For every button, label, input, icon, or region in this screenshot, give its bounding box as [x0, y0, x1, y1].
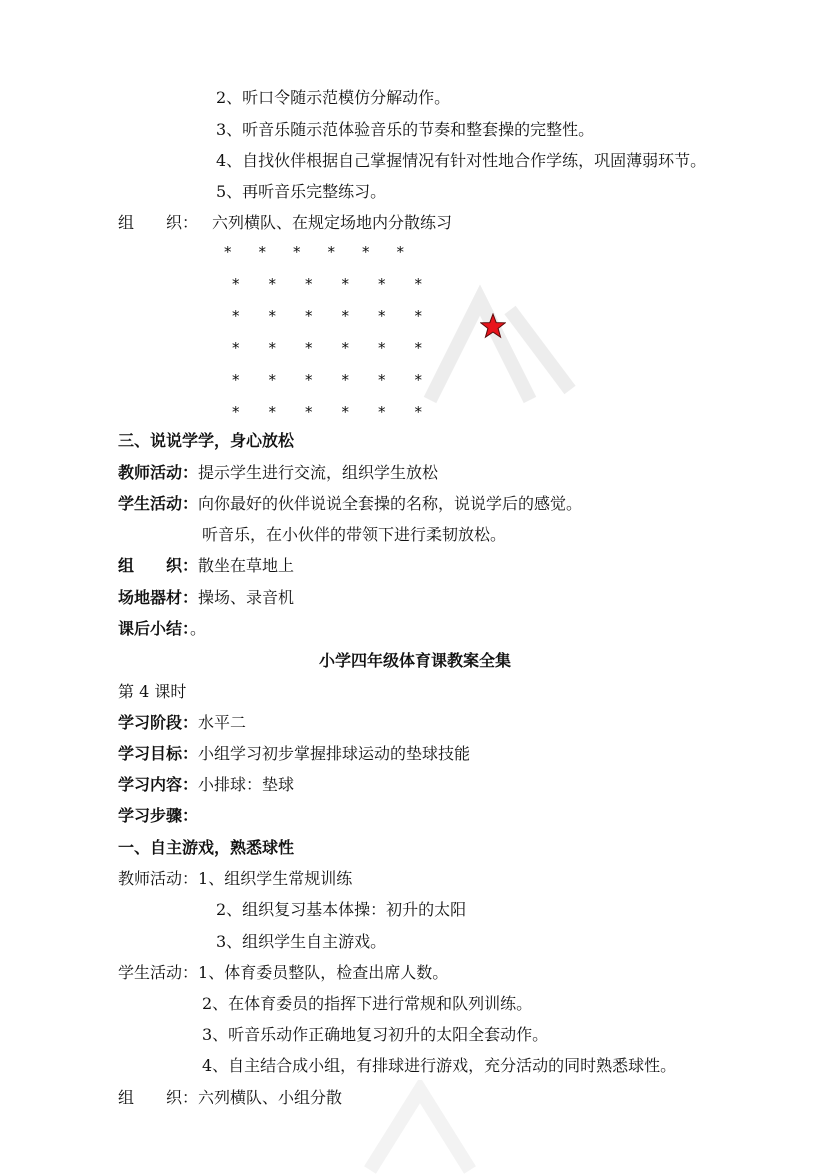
lesson4-teacher-item-1: 1、组织学生常规训练 [198, 869, 353, 888]
lesson-title: 小学四年级体育课教案全集 [318, 651, 511, 670]
formation-mark: * [268, 307, 276, 325]
organization-value: 散坐在草地上 [198, 556, 295, 575]
learning-stage [118, 713, 246, 733]
formation-mark: * [224, 243, 232, 261]
formation-mark: * [341, 403, 349, 421]
formation-mark: * [414, 403, 422, 421]
lesson4-student-item-4: 4、自主结合成小组，有排球进行游戏，充分活动的同时熟悉球性。 [202, 1056, 677, 1075]
formation-mark: * [305, 339, 313, 357]
learning-goal-value: 小组学习初步掌握排球运动的垫球技能 [198, 744, 471, 763]
student-activity-value: 向你最好的伙伴说说全套操的名称，说说学后的感觉。 [198, 494, 583, 513]
lesson4-student-item-3: 3、听音乐动作正确地复习初升的太阳全套动作。 [202, 1025, 549, 1044]
step-5: 5、再听音乐完整练习。 [216, 182, 387, 201]
formation-mark: * [378, 371, 386, 389]
learning-steps-label: 学习步骤： [118, 806, 199, 825]
summary-value: 。 [190, 619, 207, 638]
formation-mark: * [414, 339, 422, 357]
lesson4-teacher-item-2: 2、组织复习基本体操：初升的太阳 [216, 900, 467, 919]
formation-mark: * [232, 339, 240, 357]
lesson4-teacher-item-3: 3、组织学生自主游戏。 [216, 932, 387, 951]
lesson4-organization [118, 1088, 342, 1108]
part-one-heading: 一、自主游戏，熟悉球性 [118, 838, 295, 857]
teacher-activity [118, 463, 438, 483]
lesson-number: 第 4 课时 [118, 682, 187, 701]
watermark-graphic [400, 270, 600, 430]
formation-mark: * [378, 339, 386, 357]
org-row-1 [118, 213, 452, 233]
formation-mark: * [268, 339, 276, 357]
formation-mark: * [232, 307, 240, 325]
formation-mark: * [341, 371, 349, 389]
formation-mark: * [414, 275, 422, 293]
student-activity-label: 学生活动： [118, 494, 199, 513]
section-three-heading: 三、说说学学，身心放松 [118, 431, 295, 450]
formation-mark: * [341, 339, 349, 357]
formation-mark: * [258, 243, 266, 261]
formation-mark: * [341, 307, 349, 325]
formation-row [224, 244, 404, 260]
step-4: 4、自找伙伴根据自己掌握情况有针对性地合作学练，巩固薄弱环节。 [216, 151, 707, 170]
lesson4-org-label: 组 织： [118, 1088, 199, 1107]
teacher-activity-value: 提示学生进行交流，组织学生放松 [198, 463, 439, 482]
equipment-label: 场地器材： [118, 588, 199, 607]
lesson4-teacher-activity [118, 869, 352, 889]
formation-mark: * [327, 243, 335, 261]
learning-goal [118, 744, 470, 764]
lesson4-student-item-1: 1、体育委员整队，检查出席人数。 [198, 963, 449, 982]
formation-mark: * [396, 243, 404, 261]
lesson4-student-activity [118, 963, 448, 983]
formation-mark: * [293, 243, 301, 261]
formation-mark: * [378, 403, 386, 421]
lesson4-student-label: 学生活动： [118, 963, 199, 982]
student-activity [118, 494, 582, 514]
equipment-value: 操场、录音机 [198, 588, 295, 607]
formation-mark: * [414, 371, 422, 389]
organization [118, 556, 294, 576]
formation-mark: * [362, 243, 370, 261]
formation-row [232, 340, 422, 356]
lesson4-org-value: 六列横队、小组分散 [198, 1088, 343, 1107]
formation-mark: * [232, 275, 240, 293]
formation-mark: * [268, 371, 276, 389]
learning-stage-label: 学习阶段： [118, 713, 199, 732]
lesson4-teacher-label: 教师活动： [118, 869, 199, 888]
formation-row [232, 372, 422, 388]
formation-mark: * [305, 275, 313, 293]
formation-mark: * [232, 403, 240, 421]
formation-mark: * [378, 275, 386, 293]
formation-row [232, 308, 422, 324]
lesson4-student-item-2: 2、在体育委员的指挥下进行常规和队列训练。 [202, 994, 533, 1013]
step-3: 3、听音乐随示范体验音乐的节奏和整套操的完整性。 [216, 120, 595, 139]
organization-label: 组 织： [118, 556, 199, 575]
step-2: 2、听口令随示范模仿分解动作。 [216, 88, 451, 107]
learning-content-value: 小排球：垫球 [198, 775, 295, 794]
formation-row [232, 404, 422, 420]
formation-mark: * [378, 307, 386, 325]
formation-mark: * [341, 275, 349, 293]
formation-mark: * [232, 371, 240, 389]
learning-goal-label: 学习目标： [118, 744, 199, 763]
teacher-activity-label: 教师活动： [118, 463, 199, 482]
formation-row [232, 276, 422, 292]
student-activity-cont: 听音乐，在小伙伴的带领下进行柔韧放松。 [202, 525, 507, 544]
formation-mark: * [414, 307, 422, 325]
watermark-graphic-bottom [350, 1080, 550, 1174]
org-label: 组 织： [118, 213, 199, 232]
learning-content [118, 775, 294, 795]
formation-mark: * [305, 307, 313, 325]
learning-stage-value: 水平二 [198, 713, 247, 732]
formation-mark: * [268, 275, 276, 293]
org-value: 六列横队、在规定场地内分散练习 [212, 213, 453, 232]
summary-label: 课后小结： [118, 619, 191, 638]
formation-mark: * [305, 371, 313, 389]
equipment [118, 588, 294, 608]
formation-mark: * [305, 403, 313, 421]
formation-mark: * [268, 403, 276, 421]
teacher-star-icon [480, 313, 506, 339]
learning-content-label: 学习内容： [118, 775, 199, 794]
summary [118, 619, 206, 639]
